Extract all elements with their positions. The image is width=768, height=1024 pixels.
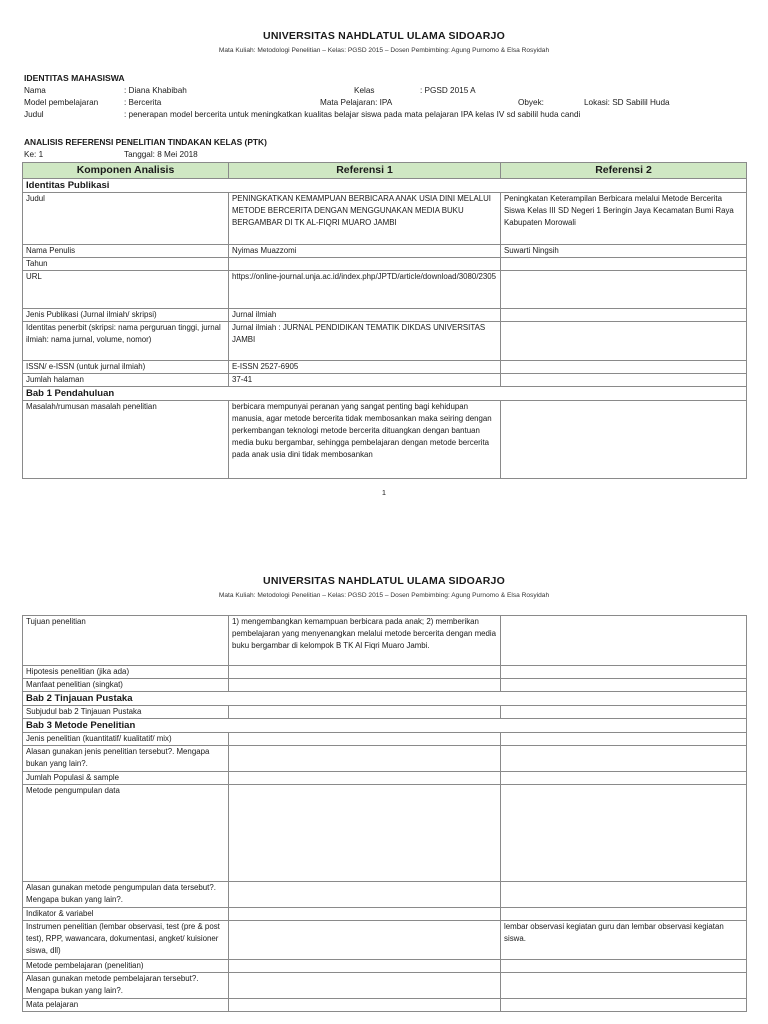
row-label: Alasan gunakan metode pengumpulan data tersebut?. Mengapa bukan yang lain?. <box>23 882 229 908</box>
obyek-label: Obyek: <box>518 98 544 107</box>
header-komponen: Komponen Analisis <box>23 163 229 179</box>
page-number: 1 <box>381 488 387 497</box>
row-label: Nama Penulis <box>23 245 229 258</box>
row-ref1 <box>229 666 501 679</box>
row-label: Tujuan penelitian <box>23 616 229 666</box>
university-title: UNIVERSITAS NAHDLATUL ULAMA SIDOARJO <box>263 30 505 42</box>
row-ref1 <box>229 908 501 921</box>
section-identitas-publikasi: Identitas Publikasi <box>23 179 747 193</box>
row-ref1: 1) mengembangkan kemampuan berbicara pada anak; 2) memberikan pembelajaran yang menyenangkan melalui metode bercerita dengan media buku bergambar di kelompok B TK Al Fiqri Muaro Jambi. <box>229 616 501 666</box>
table-row <box>23 973 747 999</box>
lokasi-label: Lokasi: SD Sabilil Huda <box>584 98 670 107</box>
kelas-value: : PGSD 2015 A <box>420 86 476 95</box>
section-bab1: Bab 1 Pendahuluan <box>23 387 747 401</box>
row-ref1 <box>229 960 501 973</box>
row-label: Mata pelajaran <box>23 999 229 1012</box>
row-ref1 <box>229 973 501 999</box>
table-row <box>23 772 747 785</box>
table-row <box>23 666 747 679</box>
row-ref1 <box>229 785 501 882</box>
row-label: Indikator & variabel <box>23 908 229 921</box>
row-label: Subjudul bab 2 Tinjauan Pustaka <box>23 706 229 719</box>
row-ref2 <box>501 361 747 374</box>
table-row <box>23 960 747 973</box>
row-ref2 <box>501 258 747 271</box>
table-row <box>23 908 747 921</box>
university-title: UNIVERSITAS NAHDLATUL ULAMA SIDOARJO <box>263 575 505 587</box>
row-ref1: E-ISSN 2527-6905 <box>229 361 501 374</box>
row-ref1: Nyimas Muazzomi <box>229 245 501 258</box>
section-row <box>23 387 747 401</box>
row-ref1: https://online-journal.unja.ac.id/index.php/JPTD/article/download/3080/2305 <box>229 271 501 309</box>
section-bab2: Bab 2 Tinjauan Pustaka <box>23 692 747 706</box>
model-value: : Bercerita <box>124 98 162 107</box>
row-ref2 <box>501 322 747 361</box>
row-label: Alasan gunakan jenis penelitian tersebut?. Mengapa bukan yang lain?. <box>23 746 229 772</box>
analisis-heading: ANALISIS REFERENSI PENELITIAN TINDAKAN KELAS (PTK) <box>24 137 267 147</box>
row-label: URL <box>23 271 229 309</box>
table-row <box>23 401 747 479</box>
row-label: Identitas penerbit (skripsi: nama perguruan tinggi, jurnal ilmiah: nama jurnal, volume, nomor) <box>23 322 229 361</box>
ke-label: Ke: 1 <box>24 150 44 159</box>
table-row <box>23 921 747 960</box>
row-ref2 <box>501 733 747 746</box>
table-row <box>23 785 747 882</box>
row-ref1 <box>229 772 501 785</box>
kelas-label: Kelas <box>354 86 375 95</box>
table-row <box>23 271 747 309</box>
row-ref2 <box>501 374 747 387</box>
table-row <box>23 733 747 746</box>
table-row <box>23 999 747 1012</box>
section-row <box>23 719 747 733</box>
row-ref2 <box>501 616 747 666</box>
course-line: Mata Kuliah: Metodologi Penelitian – Kelas: PGSD 2015 – Dosen Pembimbing: Agung Purnomo & Elsa Rosyidah <box>218 592 550 599</box>
row-ref2 <box>501 882 747 908</box>
header-referensi-1: Referensi 1 <box>229 163 501 179</box>
table-row <box>23 193 747 245</box>
table-row <box>23 361 747 374</box>
row-label: Metode pengumpulan data <box>23 785 229 882</box>
row-ref2 <box>501 908 747 921</box>
row-ref2: lembar observasi kegiatan guru dan lembar observasi kegiatan siswa. <box>501 921 747 960</box>
row-ref1 <box>229 733 501 746</box>
row-ref2 <box>501 999 747 1012</box>
row-label: Jumlah halaman <box>23 374 229 387</box>
row-ref2 <box>501 746 747 772</box>
nama-label: Nama <box>24 86 46 95</box>
row-ref2 <box>501 772 747 785</box>
analysis-table-1 <box>22 162 747 479</box>
header-referensi-2: Referensi 2 <box>501 163 747 179</box>
table-row <box>23 882 747 908</box>
nama-value: : Diana Khabibah <box>124 86 187 95</box>
section-bab3: Bab 3 Metode Penelitian <box>23 719 747 733</box>
identitas-heading: IDENTITAS MAHASISWA <box>24 73 125 83</box>
model-label: Model pembelajaran <box>24 98 99 107</box>
row-label: Masalah/rumusan masalah penelitian <box>23 401 229 479</box>
tanggal-label: Tanggal: 8 Mei 2018 <box>124 150 198 159</box>
row-label: Judul <box>23 193 229 245</box>
row-ref2 <box>501 960 747 973</box>
row-ref1: berbicara mempunyai peranan yang sangat penting bagi kehidupan manusia, agar metode bercerita tidak membosankan maka seiring dengan perkembangan teknologi metode bercerita dituangkan dengan bantuan media buku bergambar, sehingga pembelajaran dengan metode bercerita pada anak usia dini tidak membosankan <box>229 401 501 479</box>
row-ref2 <box>501 679 747 692</box>
row-ref1: PENINGKATKAN KEMAMPUAN BERBICARA ANAK USIA DINI MELALUI METODE BERCERITA DENGAN MENGGUNAKAN MEDIA BUKU BERGAMBAR DI TK AL-FIQRI MUARO JAMBI <box>229 193 501 245</box>
row-label: Manfaat penelitian (singkat) <box>23 679 229 692</box>
row-label: Metode pembelajaran (penelitian) <box>23 960 229 973</box>
row-ref2 <box>501 973 747 999</box>
table-row <box>23 679 747 692</box>
table-row <box>23 245 747 258</box>
row-ref1 <box>229 258 501 271</box>
row-ref1: Jurnal ilmiah <box>229 309 501 322</box>
table-row <box>23 706 747 719</box>
row-ref1: Jurnal ilmiah : JURNAL PENDIDIKAN TEMATIK DIKDAS UNIVERSITAS JAMBI <box>229 322 501 361</box>
section-row <box>23 692 747 706</box>
table-row <box>23 258 747 271</box>
document-page-1 <box>0 0 768 500</box>
row-ref2 <box>501 309 747 322</box>
row-ref2 <box>501 666 747 679</box>
row-ref1 <box>229 921 501 960</box>
row-ref2: Peningkatan Keterampilan Berbicara melalui Metode Bercerita Siswa Kelas III SD Negeri 1 Beringin Jaya Kecamatan Bumi Raya Kabupaten Morowali <box>501 193 747 245</box>
section-row <box>23 179 747 193</box>
judul-value: : penerapan model bercerita untuk meningkatkan kualitas belajar siswa pada mata pelajaran IPA kelas IV sd sabilil huda candi <box>124 110 581 119</box>
document-page-2 <box>0 560 768 1024</box>
table-row <box>23 616 747 666</box>
row-label: Tahun <box>23 258 229 271</box>
row-ref2 <box>501 785 747 882</box>
row-ref2: Suwarti Ningsih <box>501 245 747 258</box>
table-row <box>23 309 747 322</box>
row-ref2 <box>501 271 747 309</box>
row-ref2 <box>501 401 747 479</box>
row-ref1 <box>229 999 501 1012</box>
row-ref1 <box>229 706 501 719</box>
row-ref1 <box>229 882 501 908</box>
row-label: ISSN/ e-ISSN (untuk jurnal ilmiah) <box>23 361 229 374</box>
table-row <box>23 322 747 361</box>
analysis-table-2 <box>22 615 747 1012</box>
row-label: Jumlah Populasi & sample <box>23 772 229 785</box>
row-label: Jenis penelitian (kuantitatif/ kualitatif/ mix) <box>23 733 229 746</box>
row-ref2 <box>501 706 747 719</box>
row-label: Hipotesis penelitian (jika ada) <box>23 666 229 679</box>
row-label: Alasan gunakan metode pembelajaran tersebut?. Mengapa bukan yang lain?. <box>23 973 229 999</box>
table-row <box>23 374 747 387</box>
table-row <box>23 746 747 772</box>
row-ref1 <box>229 746 501 772</box>
table-header-row <box>23 163 747 179</box>
course-line: Mata Kuliah: Metodologi Penelitian – Kelas: PGSD 2015 – Dosen Pembimbing: Agung Purnomo & Elsa Rosyidah <box>218 47 550 54</box>
row-label: Jenis Publikasi (Jurnal ilmiah/ skripsi) <box>23 309 229 322</box>
row-label: Instrumen penelitian (lembar observasi, test (pre & post test), RPP, wawancara, dokumentasi, angket/ kuisioner siswa, dll) <box>23 921 229 960</box>
mapel-label: Mata Pelajaran: IPA <box>320 98 393 107</box>
row-ref1: 37-41 <box>229 374 501 387</box>
row-ref1 <box>229 679 501 692</box>
judul-label: Judul <box>24 110 44 119</box>
